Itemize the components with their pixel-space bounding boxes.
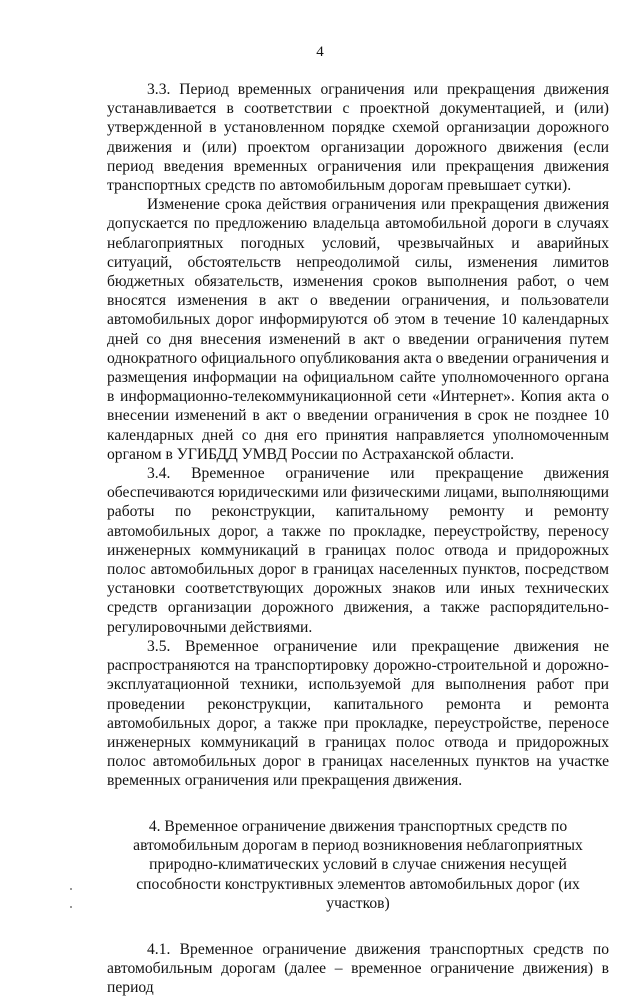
paragraph-3-5: 3.5. Временное ограничение или прекращение движения не распространяются на транспортировку дорожно-строительной и дорожно-эксплуатационной техники, используемой для выполнения работ при проведении реконструкции, капитального ремонта и ремонта автомобильных дорог, а также при прокладке, переустройстве, переносе инженерных коммуникаций в границах полос отвода и придорожных полос автомобильных дорог в границах населенных пунктов на участке временных ограничения или прекращения движения. [107,637,609,790]
paragraph-4-1: 4.1. Временное ограничение движения транспортных средств по автомобильным дорогам (далее – временное ограничение движения) в период [107,940,609,996]
document-body [107,80,609,997]
paragraph-change-term: Изменение срока действия ограничения или прекращения движения допускается по предложению владельца автомобильной дороги в случаях неблагоприятных погодных условий, чрезвычайных и аварийных ситуаций, обстоятельств непреодолимой силы, изменения лимитов бюджетных обязательств, изменения сроков выполнения работ, о чем вносятся изменения в акт о введении ограничения, и пользователи автомобильных дорог информируются об этом в течение 10 календарных дней со дня внесения изменений в акт о введении ограничения путем однократного официального опубликования акта о введении ограничения и размещения информации на официальном сайте уполномоченного органа в информационно-телекоммуникационной сети «Интернет». Копия акта о внесении изменений в акт о введении ограничения в срок не позднее 10 календарных дней со дня его принятия направляется уполномоченным органом в УГИБДД УМВД России по Астраханской области. [107,196,609,463]
scan-speck [70,888,72,890]
page-number: 4 [316,44,324,60]
paragraph-3-4: 3.4. Временное ограничение или прекращение движения обеспечиваются юридическими или физическими лицами, выполняющими работы по реконструкции, капитальному ремонту и ремонту автомобильных дорог, а также по прокладке, переустройству, переносу инженерных коммуникаций в границах полос отвода и придорожных полос автомобильных дорог в границах населенных пунктов, посредством установки соответствующих дорожных знаков или иных технических средств организации дорожного движения, а также распорядительно-регулировочными действиями. [107,465,609,636]
section-heading-4: 4. Временное ограничение движения транспортных средств по автомобильным дорогам в период возникновения неблагоприятных природно-климатических условий в случае снижения несущей способности конструктивных элементов автомобильных дорог (их участков) [133,817,583,913]
paragraph-3-3: 3.3. Период временных ограничения или прекращения движения устанавливается в соответствии с проектной документацией, и (или) утвержденной в установленном порядке схемой организации дорожного движения и (или) проектом организации дорожного движения (если период введения временных ограничения или прекращения движения транспортных средств по автомобильным дорогам превышает сутки). [107,81,609,195]
scan-speck [70,906,72,908]
